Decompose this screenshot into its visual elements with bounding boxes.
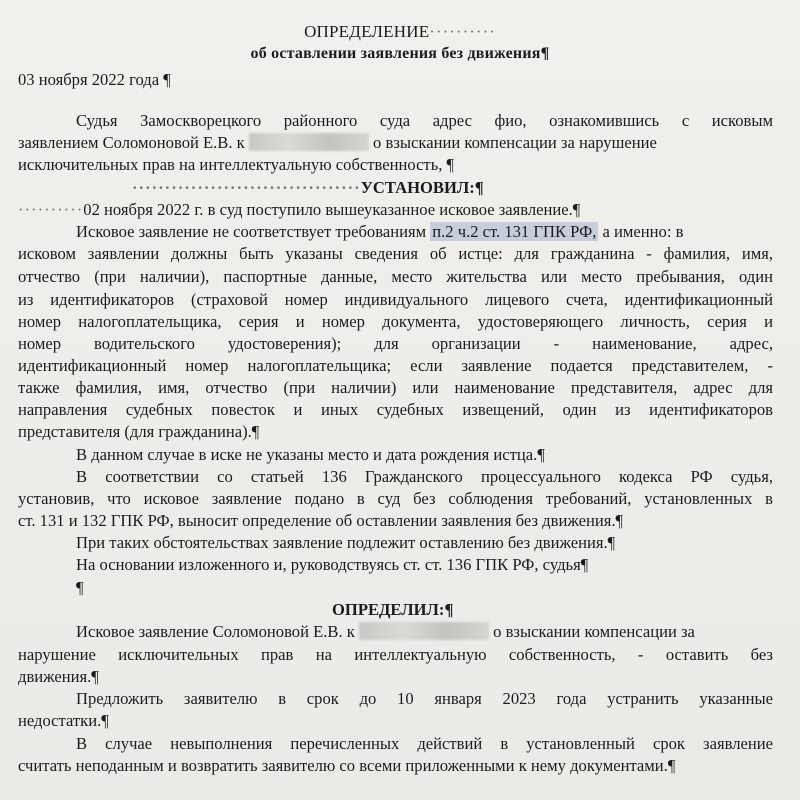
highlighted-article: п.2 ч.2 ст. 131 ГПК РФ, <box>432 222 597 241</box>
body-line-17: На основании изложенного и, руководствуясь ст. ст. 136 ГПК РФ, судья¶ <box>76 555 589 574</box>
body-line-10: направления судебных повесток и иных судебных извещений, один из идентификаторов <box>18 400 773 419</box>
established-heading: ···································УСТАНОВИЛ:¶ <box>132 178 484 197</box>
body-line-16: При таких обстоятельствах заявление подлежит оставлению без движения.¶ <box>76 533 616 552</box>
body-line-13: В соответствии со статьей 136 Гражданского процессуального кодекса РФ судья, <box>76 467 773 486</box>
body-line-18: ¶ <box>76 578 84 597</box>
decision-line-7: считать неподанным и возвратить заявителю со всеми приложенными к нему документами.¶ <box>18 756 676 775</box>
redacted-defendant <box>359 622 489 640</box>
decision-line-6: В случае невыполнения перечисленных действий в установленный срок заявление <box>76 734 773 753</box>
redacted-name <box>249 133 369 151</box>
body-line-9: также фамилия, имя, отчество (при наличии) или наименование представителя, адрес для <box>18 378 773 397</box>
body-line-7: номер водительского удостоверения); для организации - наименование, адрес, <box>18 334 773 353</box>
decision-line-1: Исковое заявление Соломоновой Е.В. к о взыскании компенсации за <box>76 622 695 641</box>
body-line-15: ст. 131 и 132 ГПК РФ, выносит определение об оставлении заявления без движения.¶ <box>18 511 623 530</box>
body-line-1: ··········02 ноября 2022 г. в суд поступило вышеуказанное исковое заявление.¶ <box>18 200 581 219</box>
decision-line-2: нарушение исключительных прав на интеллектуальную собственность, - оставить без <box>18 645 773 664</box>
body-line-11: представителя (для гражданина).¶ <box>18 422 260 441</box>
document-title: ОПРЕДЕЛЕНИЕ·········· <box>304 22 496 41</box>
intro-line-1: Судья Замоскворецкого районного суда адрес фио, ознакомившись с исковым <box>76 111 773 130</box>
intro-line-2: заявлением Соломоновой Е.В. к о взыскании компенсации за нарушение <box>18 133 657 152</box>
decision-line-5: недостатки.¶ <box>18 711 109 730</box>
body-line-5: из идентификаторов (страховой номер индивидуального лицевого счета, идентификационный <box>18 290 773 309</box>
decided-heading: ОПРЕДЕЛИЛ:¶ <box>332 600 454 619</box>
body-line-14: установив, что исковое заявление подано в суд без соблюдения требований, установленных в <box>18 489 773 508</box>
decision-line-3: движения.¶ <box>18 667 99 686</box>
document-subtitle: об оставлении заявления без движения¶ <box>250 45 550 62</box>
body-line-6: номер налогоплательщика, серия и номер документа, удостоверяющего личность, серия и <box>18 312 773 331</box>
body-line-4: отчество (при наличии), паспортные данные, место жительства или место пребывания, один <box>18 267 773 286</box>
body-line-3: исковом заявлении должны быть указаны сведения об истце: для гражданина - фамилия, имя, <box>18 244 773 263</box>
body-line-12: В данном случае в иске не указаны место и дата рождения истца.¶ <box>76 445 545 464</box>
body-line-2: Исковое заявление не соответствует требованиям п.2 ч.2 ст. 131 ГПК РФ, а именно: в <box>76 222 684 241</box>
decision-line-4: Предложить заявителю в срок до 10 января 2023 года устранить указанные <box>76 689 773 708</box>
intro-line-3: исключительных прав на интеллектуальную собственность, ¶ <box>18 155 455 174</box>
document-date: 03 ноября 2022 года ¶ <box>18 70 171 89</box>
body-line-8: идентификационный номер налогоплательщика; если заявление подается представителем, - <box>18 356 773 375</box>
